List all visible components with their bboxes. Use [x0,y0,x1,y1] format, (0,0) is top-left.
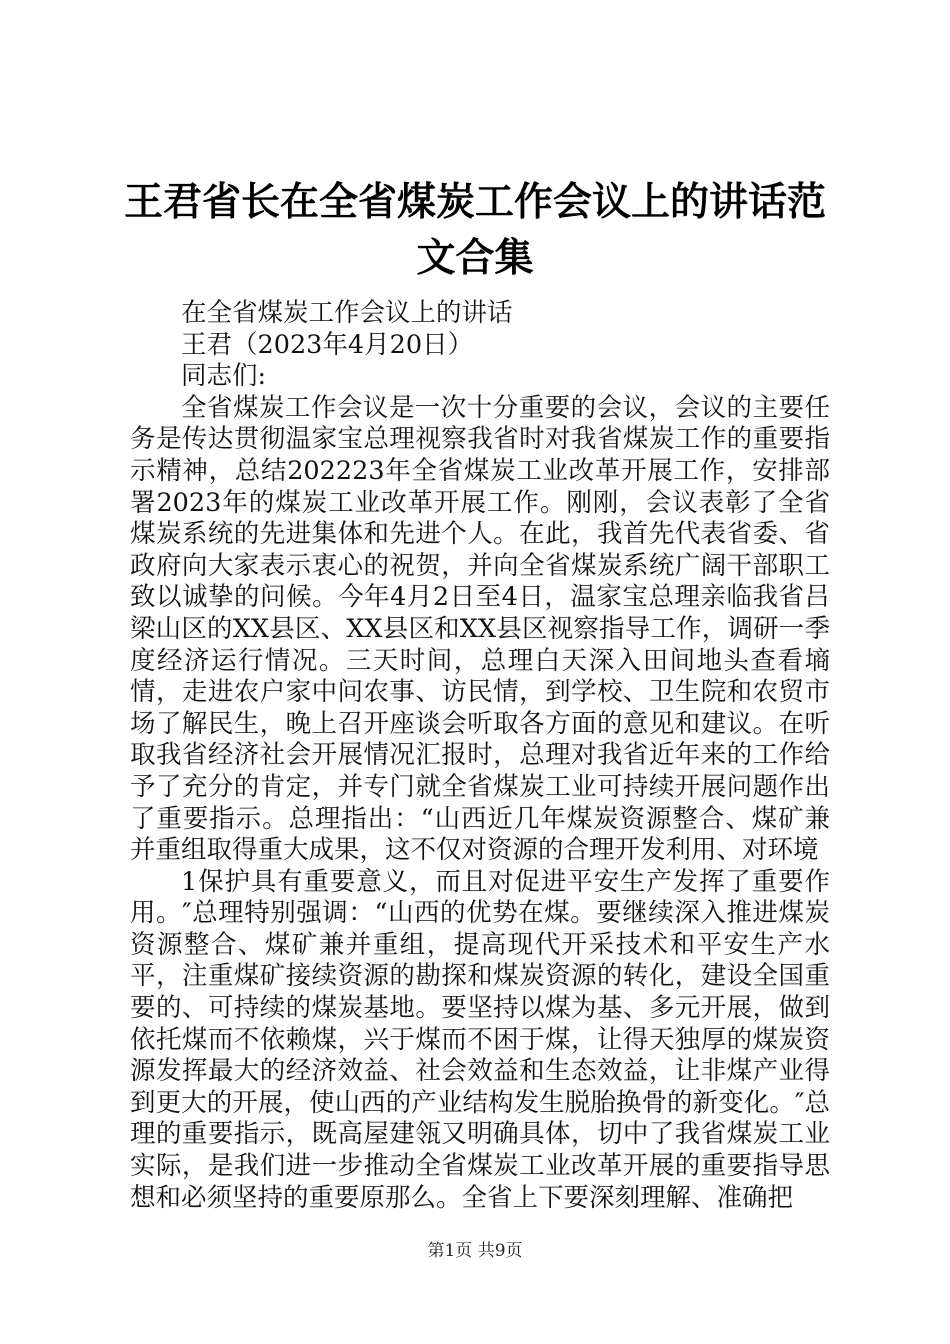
page-footer: 第1页 共9页 [427,1241,523,1261]
document-body [130,298,830,1214]
document-title: 王君省长在全省煤炭工作会议上的讲话范文合集 [123,180,826,281]
speaker-line: 王君（2023年4月20日） [181,329,474,360]
salutation: 同志们: [181,361,267,392]
body-paragraph-1: 全省煤炭工作会议是一次十分重要的会议，会议的主要任务是传达贯彻温家宝总理视察我省时对我省煤炭工作的重要指示精神，总结202223年全省煤炭工业改革开展工作，安排部署2023年的煤炭工业改革开展工作。刚刚，会议表彰了全省煤炭系统的先进集体和先进个人。在此，我首先代表省委、省政府向大家表示衷心的祝贺，并向全省煤炭系统广阔干部职工致以诚挚的问候。今年4月2日至4日，温家宝总理亲临我省吕梁山区的XX县区、XX县区和XX县区视察指导工作，调研一季度经济运行情况。三天时间，总理白天深入田间地头查看墒情，走进农户家中问农事、访民情，到学校、卫生院和农贸市场了解民生，晚上召开座谈会听取各方面的意见和建议。在听取我省经济社会开展情况汇报时，总理对我省近年来的工作给予了充分的肯定，并专门就全省煤炭工业可持续开展问题作出了重要指示。总理指出：“山西近几年煤炭资源整合、煤矿兼并重组取得重大成果，这不仅对资源的合理开发利用、对环境 [130,392,830,866]
speech-subtitle: 在全省煤炭工作会议上的讲话 [181,298,513,328]
body-paragraph-2: 1保护具有重要意义，而且对促进平安生产发挥了重要作用。″总理特别强调：“山西的优势在煤。要继续深入推进煤炭资源整合、煤矿兼并重组，提高现代开采技术和平安生产水平，注重煤矿接续资源的勘探和煤炭资源的转化，建设全国重要的、可持续的煤炭基地。要坚持以煤为基、多元开展，做到依托煤而不依赖煤，兴于煤而不困于煤，让得天独厚的煤炭资源发挥最大的经济效益、社会效益和生态效益，让非煤产业得到更大的开展，使山西的产业结构发生脱胎换骨的新变化。″总理的重要指示，既高屋建瓴又明确具体，切中了我省煤炭工业实际，是我们进一步推动全省煤炭工业改革开展的重要指导思想和必须坚持的重要原那么。全省上下要深刻理解、准确把 [130,866,830,1213]
